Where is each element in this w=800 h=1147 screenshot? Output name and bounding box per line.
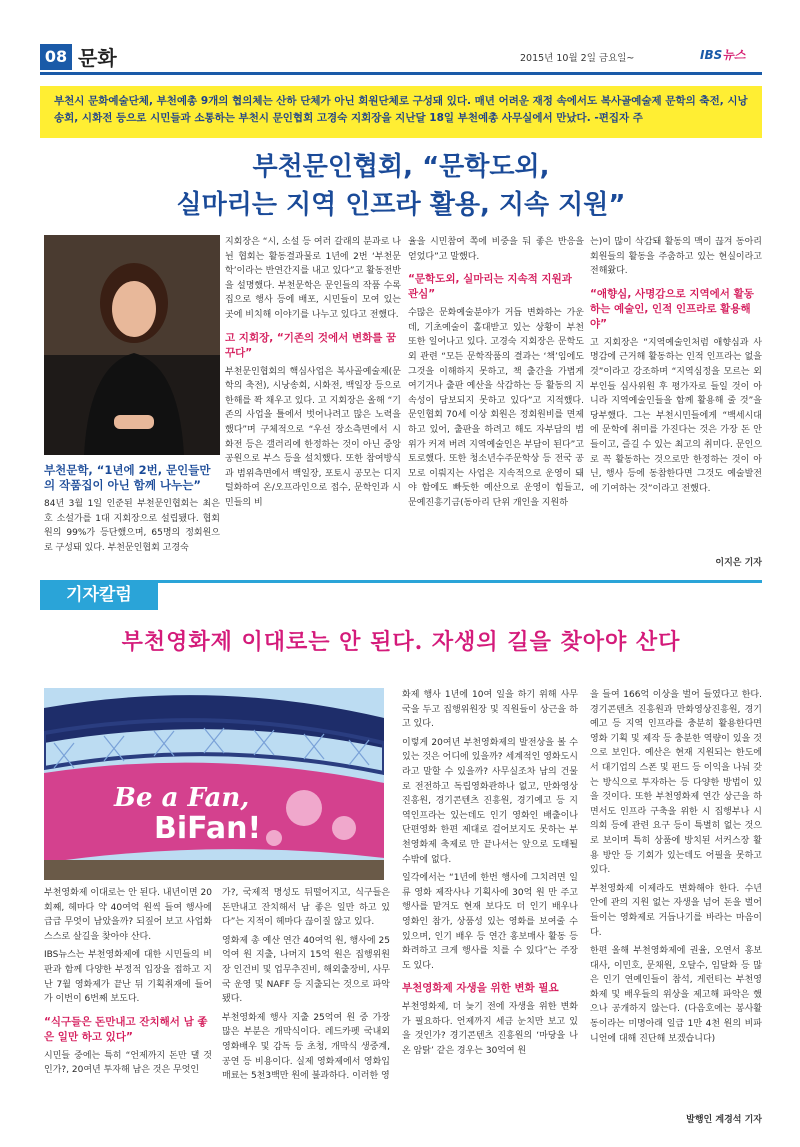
header-rule	[40, 72, 762, 75]
column-c3-bottom: 부천영화제, 더 늦기 전에 자생을 위한 변화가 필요하다. 언제까지 세금 눈치만 보고 있을 것인가? 경기콘텐츠 진흥원의 ‘마당을 나온 암탉’ 같은 경우는 30억여 원	[402, 1002, 578, 1057]
column-col-4	[590, 688, 762, 1103]
column-c1-top: 부천영화제 이대로는 안 된다. 내년이면 20회째, 헤마다 약 40여억 원씩 들여 행사에 급급 무엇이 남았을까? 되짚어 보고 사업화 스스로 살길을 찾아야 산다.	[44, 888, 212, 942]
column-c3-top: 화제 행사 1년에 10여 일을 하기 위해 사무국을 두고 집행위원장 및 직원들이 상근을 하고 있다.	[402, 690, 578, 730]
article1-col4-bottom: 고 지회장은 “지역예술인처럼 애향심과 사명감에 근거해 활동하는 인적 인프라는 없을 것”이라고 강조하며 “지역심정을 모르는 외부인들 심사위원 후 평가자로 들일 것이 아니라 지역예술인들을 함께 활용해 줄 것”을 당부했다. 그는 부천시민들에게 “백세시대에 문학에 취미를 가진다는 것은 가장 돈 안들이고, 즐길 수 있는 최고의 취미다. 문인으로 꼭 활동하는 것으로만 한정하는 것이 아닌, 행사 등에 동참한다면 그것도 예술발전에 기여하는 것”이라고 전했다.	[590, 337, 762, 494]
bifan-banner-photo	[44, 688, 384, 880]
article1-column-4	[590, 235, 762, 555]
column-byline: 발행인 계경석 기자	[686, 1115, 762, 1125]
column-c1-bottom: 시민들 중에는 특히 “언제까지 돈만 댈 것인가?, 20여년 투자해 남은 것은 무엇인	[44, 1050, 212, 1076]
article1-col2-subhead: 고 지회장, “기존의 것에서 변화를 꿈꾸다”	[225, 331, 397, 359]
logo-accent: 뉴스	[722, 48, 746, 62]
bifan-banner-illustration	[44, 688, 384, 880]
article1-col1-text: 84년 3월 1일 인준된 부천문인협회는 최은호 소설가를 1대 지회장으로 설립됐다. 협회원의 99%가 등단했으며, 65명의 정회원으로 구성돼 있다. 부천문인협회 고경숙	[44, 499, 220, 553]
lead-text: 부천시 문화예술단체, 부천예총 9개의 협의체는 산하 단체가 아닌 회원단체로 구성돼 있다. 매년 어려운 재정 속에서도 복사골예술제 문학의 축전, 시낭송회, 시화전 등으로 시민들과 소통하는 부천시 문인협회 고경숙 지회장을 지난달 18일 부천예총 사무실에서 만났다. -편집자 주	[54, 95, 748, 124]
portrait-illustration	[44, 235, 220, 455]
article1-column-3	[408, 235, 584, 570]
banner-text-line-1: Be a Fan,	[114, 783, 250, 813]
article1-col3-top: 율을 시민참여 쪽에 비중을 둬 좋은 반응을 얻었다”고 말했다.	[408, 237, 584, 262]
article1-col3-subhead: “문학도외, 실마리는 지속적 지원과 관심”	[408, 273, 572, 301]
banner-text-line-2: BiFan!	[154, 811, 262, 846]
article1-column-2	[225, 235, 401, 570]
column-c2-top: 가?, 국제적 명성도 뒤떨어지고, 식구들은 돈만내고 잔치해서 남 좋은 일만 하고 있다”는 지적이 헤마다 끊이질 않고 있다.	[222, 888, 390, 928]
column-c2-mid: 영화제 총 예산 연간 40여억 원, 행사에 25억여 원 지출, 나머지 15억 원은 집행위원장 인건비 및 업무추진비, 해외출장비, 사무국 운영 및 NAFF 등 지출되는 것으로 파악됐다.	[222, 935, 390, 1005]
column-col-2	[222, 886, 390, 1131]
column-c2-bottom: 부천영화제 행사 지출 25억여 원 중 가장 많은 부분은 개막식이다. 레드카펫 국내외 영화배우 및 감독 등 초청, 개막식 생중계, 공연 등 비용이다. 실제 영화제에서 영화입매료는 5천3백만 원에 불과하다. 이러한 영	[222, 1012, 390, 1082]
logo-main: IBS	[700, 48, 723, 62]
section-title: 문화	[78, 46, 117, 70]
column-tag: 기자칼럼	[40, 580, 158, 610]
interview-photo	[44, 235, 220, 455]
publication-logo[interactable]	[700, 46, 745, 63]
column-c3-mid2: 일각에서는 “1년에 한번 행사에 그치려면 일류 영화 제작사나 기획사에 30억 원 만 주고 행사를 맡겨도 현재 보다도 더 인기 배우나 영화인 참가, 상품성 있는 영화를 보여줄 수 있으며, 인기 배우 등 연간 홍보매사 활동 등 화려하고 크게 행사를 치를 수 있다”는 주장도 있다.	[402, 873, 578, 971]
issue-date: 2015년 10월 2일 금요일~	[520, 53, 635, 64]
article1-col4-top: 는)이 많이 삭감돼 활동의 맥이 끊겨 동아리 회원들의 활동을 주춤하고 있는 현실이라고 전해왔다.	[590, 237, 762, 277]
article1-col4-subhead: “애향심, 사명감으로 지역에서 활동하는 예술인, 인적 인프라로 활용해야”	[590, 287, 754, 330]
column-c1-subhead: “식구들은 돈만내고 잔치해서 남 좋은 일만 하고 있다”	[44, 1015, 208, 1043]
article1-col2-top: 지회장은 “시, 소설 등 여러 갈래의 분과로 나뉜 협회는 활동결과물로 1년에 2번 ‘부천문학’이라는 반연간지를 내고 있다”고 활동전반을 설명했다. 부천문학은 문인들의 작품 수록집으로 행사 등에 배포, 시민들이 모여 있는 곳에 비치해 이야기를 나누고 있다고 전했다.	[225, 237, 401, 320]
column-headline: 부천영화제 이대로는 안 된다. 자생의 길을 찾아야 산다	[121, 629, 681, 655]
article1-byline: 이지은 기자	[715, 558, 762, 568]
column-col-3	[402, 688, 578, 1131]
section-number: 08	[40, 44, 72, 70]
article1-col3-bottom: 수많은 문화예술분야가 거듭 변화하는 가운데, 기초예술이 홀대받고 있는 상황이 부천 또한 일어나고 있다. 고경숙 지회장은 문학도외 관련 “모든 문학작품의 결과는 ‘책’임에도 그것을 이해하지 못하고, 책 출간을 가볍게 여기거나 출판 예산을 삭감하는 등 활동의 지속성이 담보되지 못하고 있다”고 지적했다. 문인협회 70세 이상 회원은 정회원비를 면제하고 있어, 출판을 하려고 해도 자부담의 범위가 커져 버려 지역예술인은 부담이 된다”고 토로했다. 또한 청소년수주문학상 등 전국 공모로 이뤄지는 사업은 지속적으로 운영이 돼야 함에도 빠듯한 예산으로 운영이 힘들고, 문예진흥기금(동아리 단위 개인을 지원하	[408, 308, 584, 508]
column-c4-bottom: 한편 올해 부천영화제에 권율, 오연서 홍보대사, 이민호, 문채원, 오달수, 임달화 등 많은 인기 연예인들이 참석, 게런티는 부천영화제 및 배우들의 위상을 제고해 파악은 했으나 공개하지 않는다. (다음호에는 봉사활동이라는 미명아래 일급 1만 4천 원의 비파니언에 대해 진단해 보겠습니다)	[590, 946, 762, 1044]
column-c4-mid: 부천영화제 이제라도 변화해야 한다. 수년 안에 관의 지원 없는 자생을 넘어 돈을 벌어들이는 영화제로 거듭나기를 바라는 마음이다.	[590, 883, 762, 938]
article1-col2-bottom: 부천문인협회의 핵심사업은 복사골예술제(문학의 축전), 시낭송회, 시화전, 백일장 등으로 한해를 꽉 채우고 있다. 고 지회장은 올해 “기존의 사업을 틀에서 벗어나려고 많은 노력을 했다”며 구체적으로 “우선 장소측면에서 시화전 등은 갤러리에 한정하는 것이 아닌 중앙공원으로 부스 등을 설치했다. 또한 참여방식과 범위측면에서 백일장, 포토시 공모는 디지털화하여 온/오프라인으로 접수, 문학인과 시민들의 비	[225, 366, 401, 508]
lead-box	[40, 86, 762, 138]
column-c3-mid: 이렇게 20여년 부천영화제의 발전상을 볼 수 있는 것은 어디에 있을까? 세계적인 영화도시라고 말할 수 있을까? 사무실조차 남의 건물로 전전하고 독립영화관하나 없고, 만화영상 진흥원, 경기콘텐츠 진흥원, 경기예고 등 지역인프라는 있는데도 인기 영화인 배출이나 단편영화 한편 제대로 걸어보지도 못하는 부천영화제 축제로 만 끝나서는 앞으로 도태될 수밖에 없다.	[402, 737, 578, 865]
column-c1-mid: IBS뉴스는 부천영화제에 대한 시민들의 비판과 함께 다양한 부정적 입장을 접하고 지난 7월 영화제가 끝난 뒤 기획취재에 들어가 이번이 6번째 보도다.	[44, 950, 212, 1005]
headline-line-1: 부천문인협회, “문학도외,	[252, 152, 550, 182]
column-c3-subhead: 부천영화제 자생을 위한 변화 필요	[402, 982, 559, 995]
article1-column-1	[44, 463, 220, 555]
article-headline	[40, 148, 762, 224]
column-c4-top: 을 들여 166억 이상을 벌어 들였다고 한다. 경기콘텐츠 진흥원과 만화영상진흥원, 경기예고 등 지역 인프라를 충분히 활용한다면 영화 기획 및 제작 등 충분한 역량이 있을 것으로 보인다. 예산은 현재 지원되는 한도에서 대기업의 스폰 및 펀드 등 이익을 나눠 갖는 방식으로 투자하는 등 다양한 방법이 있을 것이다. 또한 부천영화제 연간 상근을 하면서도 인프라 구축을 위한 시 집행부나 시의회 등에 관련 요구 등이 특별히 없는 것으로 보이며 특히 상품에 방치된 서커스장 활용 방안 등 기회가 있는데도 어필을 못하고 있다.	[590, 690, 762, 876]
headline-line-2: 실마리는 지역 인프라 활용, 지속 지원”	[176, 190, 626, 220]
column-col-1	[44, 886, 212, 1131]
photo-caption-title: 부천문학, “1년에 2번, 문인들만의 작품집이 아닌 함께 나누는”	[44, 463, 211, 492]
